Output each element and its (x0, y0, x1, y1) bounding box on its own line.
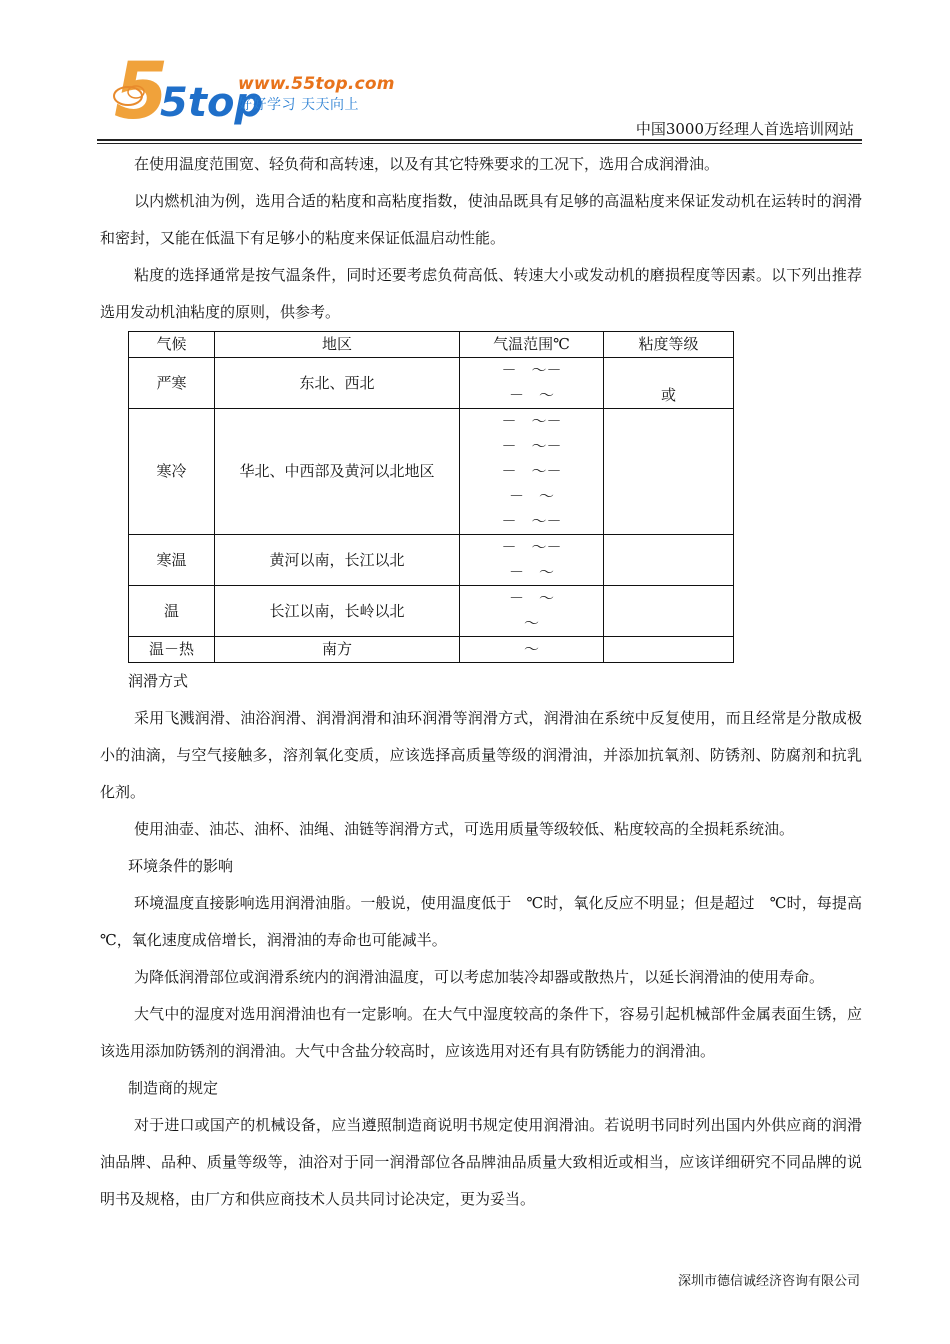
table-row (129, 637, 734, 663)
viscosity-table (128, 331, 734, 663)
paragraph-oil-can-lubrication: 使用油壶、油芯、油杯、油绳、油链等润滑方式，可选用质量等级较低、粘度较高的全损耗系统油。 (134, 820, 795, 838)
temp-range: － ～－ (501, 437, 562, 455)
cell-region: 华北、中西部及黄河以北地区 (215, 409, 460, 535)
temp-range: － ～ (508, 589, 554, 607)
header-divider-thin (97, 143, 862, 144)
paragraph-synthetic-oil: 在使用温度范围宽、轻负荷和高转速，以及有其它特殊要求的工况下，选用合成润滑油。 (134, 155, 720, 173)
cell-climate: 温 (129, 586, 215, 637)
temp-range: － ～－ (501, 512, 562, 530)
header-region: 地区 (215, 332, 460, 358)
header-viscosity-grade: 粘度等级 (604, 332, 734, 358)
table-row (129, 535, 734, 586)
cell-grade (604, 535, 734, 586)
cell-temps (460, 637, 604, 663)
cell-temps (460, 535, 604, 586)
cell-region: 黄河以南，长江以北 (215, 535, 460, 586)
paragraph-manufacturer-spec: 对于进口或国产的机械设备，应当遵照制造商说明书规定使用润滑油。若说明书同时列出国内外供应商的润滑油品牌、品种、质量等级等，油浴对于同一润滑部位各品牌油品质量大致相近或相当，应该详细研究不同品牌的说明书及规格，由厂方和供应商技术人员共同讨论决定，更为妥当。 (100, 1116, 862, 1208)
temp-range: － ～－ (501, 462, 562, 480)
temp-range: － ～－ (501, 412, 562, 430)
svg-text:5: 5 (114, 52, 169, 130)
table-header-row (129, 332, 734, 358)
document-body (100, 146, 878, 1218)
paragraph-humidity: 大气中的湿度对选用润滑油也有一定影响。在大气中湿度较高的条件下，容易引起机械部件金属表面生锈，应该选用添加防锈剂的润滑油。大气中含盐分较高时，应该选用对还有具有防锈能力的润滑油。 (100, 1005, 862, 1060)
cell-climate: 温－热 (129, 637, 215, 663)
table-row (129, 409, 734, 535)
paragraph-viscosity-selection: 粘度的选择通常是按气温条件，同时还要考虑负荷高低、转速大小或发动机的磨损程度等因素。以下列出推荐选用发动机油粘度的原则，供参考。 (100, 266, 862, 321)
paragraph-engine-oil: 以内燃机油为例，选用合适的粘度和高粘度指数，使油品既具有足够的高温粘度来保证发动机在运转时的润滑和密封，又能在低温下有足够小的粘度来保证低温启动性能。 (100, 192, 862, 247)
table-row (129, 358, 734, 409)
paragraph-cooling: 为降低润滑部位或润滑系统内的润滑油温度，可以考虑加装冷却器或散热片，以延长润滑油的使用寿命。 (134, 968, 825, 986)
cell-region: 长江以南，长岭以北 (215, 586, 460, 637)
cell-climate: 寒温 (129, 535, 215, 586)
section-heading-lubrication: 润滑方式 (128, 672, 189, 690)
cell-grade (604, 586, 734, 637)
logo-wordmark: 5top (160, 80, 264, 126)
cell-temps (460, 358, 604, 409)
cell-grade (604, 409, 734, 535)
temp-range: ～ (523, 640, 539, 658)
cell-climate: 严寒 (129, 358, 215, 409)
header-climate: 气候 (129, 332, 215, 358)
table-row (129, 586, 734, 637)
temp-range: － ～－ (501, 538, 562, 556)
cell-temps (460, 586, 604, 637)
section-heading-environment: 环境条件的影响 (128, 857, 234, 875)
site-tagline: 中国3000万经理人首选培训网站 (635, 120, 854, 138)
paragraph-ambient-temperature: 环境温度直接影响选用润滑油脂。一般说，使用温度低于 ℃时，氧化反应不明显；但是超过 ℃时，每提高 ℃，氧化速度成倍增长，润滑油的寿命也可能减半。 (100, 894, 878, 949)
cell-region: 南方 (215, 637, 460, 663)
paragraph-splash-lubrication: 采用飞溅润滑、油浴润滑、润滑润滑和油环润滑等润滑方式，润滑油在系统中反复使用，而且经常是分散成极小的油滴，与空气接触多，溶剂氧化变质，应该选择高质量等级的润滑油，并添加抗氧剂、防锈剂、防腐剂和抗乳化剂。 (100, 709, 862, 801)
cell-temps (460, 409, 604, 535)
site-url: www.55top.com (238, 74, 395, 94)
cell-climate: 寒冷 (129, 409, 215, 535)
site-slogan: 好好学习 天天向上 (238, 97, 359, 113)
cell-grade (604, 358, 734, 409)
temp-range: － ～ (508, 563, 554, 581)
header-divider (97, 139, 862, 141)
cell-region: 东北、西北 (215, 358, 460, 409)
temp-range: － ～－ (501, 361, 562, 379)
cell-grade (604, 637, 734, 663)
grade-text: 或 (660, 386, 676, 404)
header-temp-range: 气温范围℃ (460, 332, 604, 358)
temp-range: － ～ (508, 386, 554, 404)
section-heading-manufacturer: 制造商的规定 (128, 1079, 219, 1097)
temp-range: ～ (523, 614, 539, 632)
temp-range: － ～ (508, 487, 554, 505)
footer-company: 深圳市德信诚经济咨询有限公司 (677, 1274, 860, 1289)
